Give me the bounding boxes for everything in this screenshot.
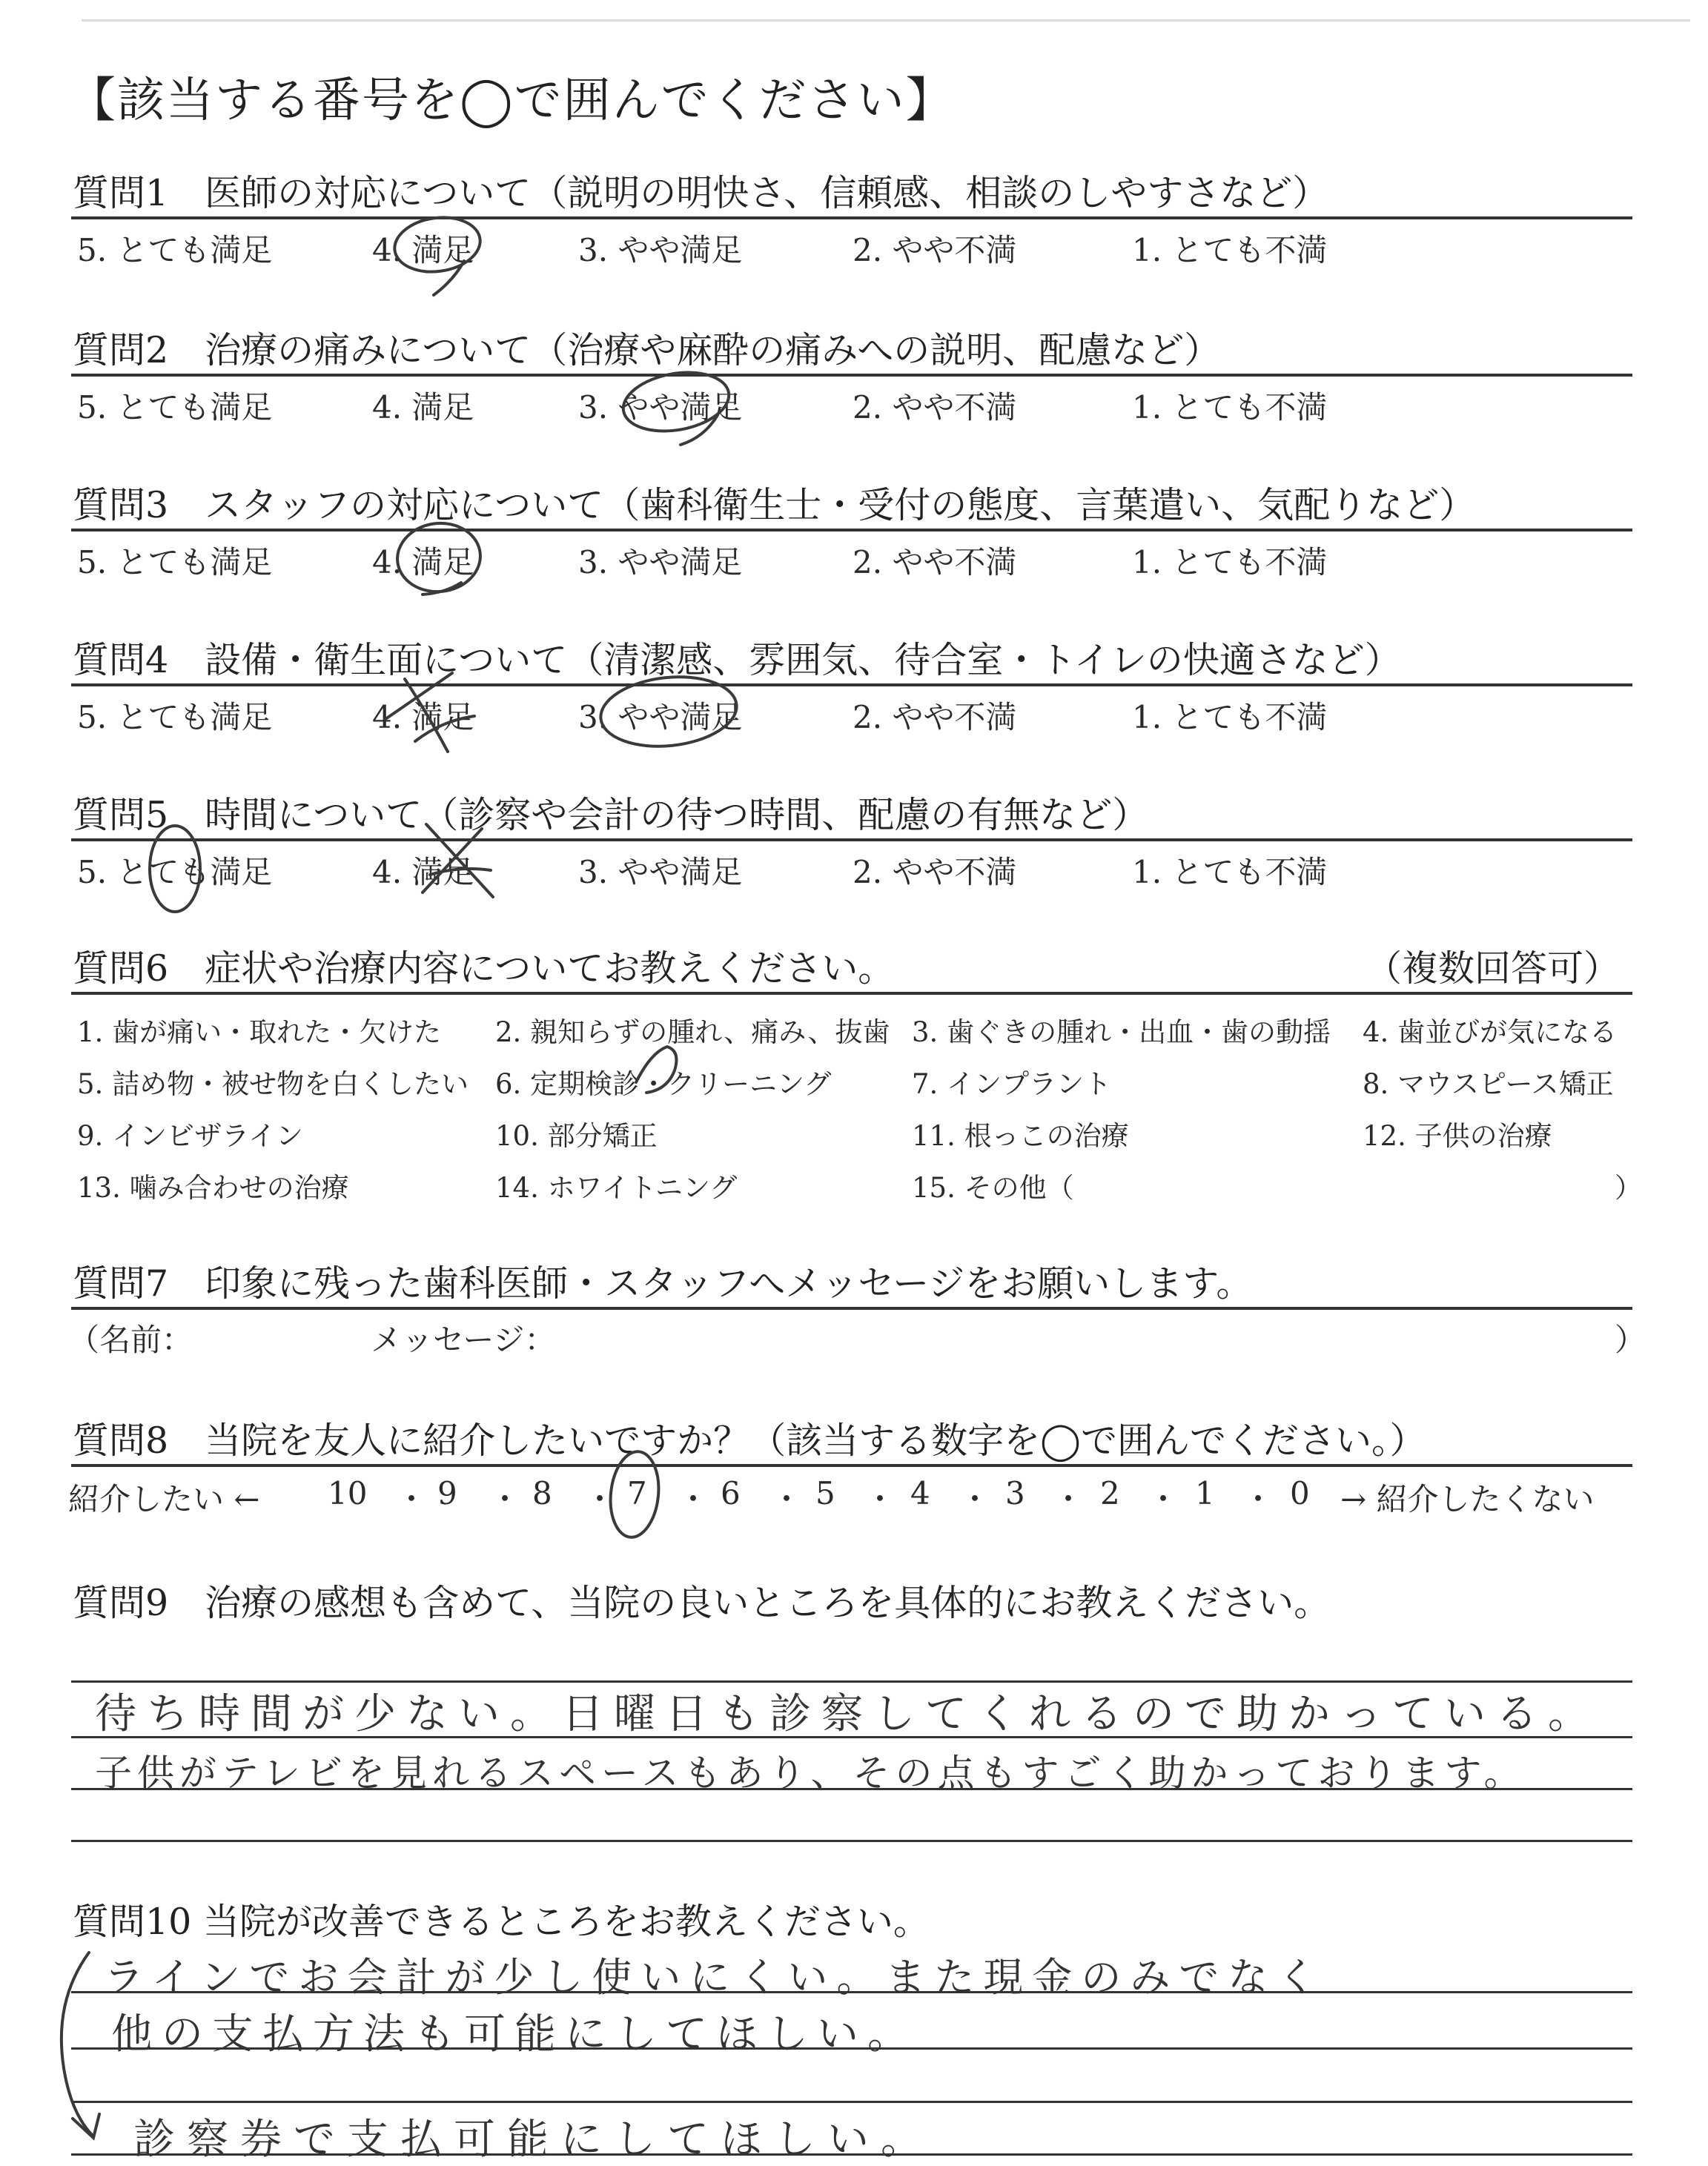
q10-answer-line-2: 他の支払方法も可能にしてほしい。 (111, 2010, 918, 2059)
q2-option-3[interactable]: 3. やや満足 (578, 389, 743, 425)
q4-option-3[interactable]: 3. やや満足 (578, 699, 743, 735)
q9-answer-line-2: 子供がテレビを見れるスペースもあり、その点もすごく助かっております。 (95, 1752, 1526, 1795)
q4-option-1[interactable]: 1. とても不満 (1132, 699, 1328, 735)
q8-score-7[interactable]: 7 (627, 1475, 647, 1511)
q3-option-4[interactable]: 4. 満足 (372, 544, 474, 580)
q8-dot-9: ・ (1148, 1481, 1179, 1517)
question-1-title: 質問1 医師の対応について（説明の明快さ、信頼感、相談のしやすさなど） (73, 172, 1329, 214)
q6-item-9[interactable]: 9. インビザライン (77, 1120, 303, 1152)
q8-score-4[interactable]: 4 (910, 1475, 930, 1511)
q8-score-2[interactable]: 2 (1100, 1475, 1120, 1511)
q2-option-4[interactable]: 4. 満足 (372, 389, 474, 425)
question-3-rule (71, 529, 1632, 531)
q10-arrow-line (62, 1953, 93, 2136)
q6-item-15[interactable]: 15. その他（ (912, 1172, 1074, 1204)
q8-dot-6: ・ (864, 1481, 896, 1517)
q6-item-12[interactable]: 12. 子供の治療 (1363, 1120, 1552, 1152)
q3-option-3[interactable]: 3. やや満足 (578, 544, 743, 580)
q8-dot-2: ・ (489, 1481, 521, 1517)
q8-score-10[interactable]: 10 (328, 1475, 368, 1511)
q6-item-2[interactable]: 2. 親知らずの腫れ、痛み、抜歯 (495, 1016, 890, 1048)
q8-dot-1: ・ (396, 1481, 428, 1517)
q6-item-7[interactable]: 7. インプラント (912, 1068, 1112, 1100)
q8-score-3[interactable]: 3 (1005, 1475, 1025, 1511)
q8-dot-7: ・ (959, 1481, 991, 1517)
q8-score-0[interactable]: 0 (1290, 1475, 1310, 1511)
q6-item-8[interactable]: 8. マウスピース矯正 (1363, 1068, 1614, 1100)
q7-message-label: メッセージ： (371, 1322, 556, 1358)
q7-close-paren: ） (1615, 1322, 1646, 1358)
question-10-title: 質問10 当院が改善できるところをお教えください。 (73, 1901, 930, 1943)
q6-item-6[interactable]: 6. 定期検診・クリーニング (495, 1068, 832, 1100)
q8-score-5[interactable]: 5 (815, 1475, 835, 1511)
q6-item-4[interactable]: 4. 歯並びが気になる (1363, 1016, 1618, 1048)
q5-option-2[interactable]: 2. やや不満 (853, 854, 1017, 890)
q8-left-label: 紹介したい ← (68, 1481, 260, 1517)
question-3-title: 質問3 スタッフの対応について（歯科衛生士・受付の態度、言葉遣い、気配りなど） (73, 484, 1476, 526)
question-5-title: 質問5 時間について（診察や会計の待つ時間、配慮の有無など） (73, 794, 1149, 836)
q8-right-label: → 紹介したくない (1340, 1481, 1595, 1517)
q10-answer-line-3: 診察券で支払可能にしてほしい。 (133, 2116, 934, 2164)
q8-score-8[interactable]: 8 (532, 1475, 552, 1511)
question-8-title: 質問8 当院を友人に紹介したいですか？（該当する数字を◯で囲んでください。） (73, 1420, 1426, 1462)
q8-score-6[interactable]: 6 (721, 1475, 741, 1511)
q2-option-5[interactable]: 5. とても満足 (77, 389, 273, 425)
question-2-title: 質問2 治療の痛みについて（治療や麻酔の痛みへの説明、配慮など） (73, 329, 1221, 371)
q8-score-1[interactable]: 1 (1195, 1475, 1215, 1511)
question-6-rule (71, 992, 1632, 995)
q8-dot-3: ・ (584, 1481, 616, 1517)
question-7-rule (71, 1307, 1632, 1310)
q1-option-3[interactable]: 3. やや満足 (578, 232, 743, 268)
q8-dot-5: ・ (771, 1481, 803, 1517)
q6-item-11[interactable]: 11. 根っこの治療 (912, 1120, 1129, 1152)
q4-option-2[interactable]: 2. やや不満 (853, 699, 1017, 735)
q3-option-5[interactable]: 5. とても満足 (77, 544, 273, 580)
q8-dot-4: ・ (678, 1481, 709, 1517)
page-title: 【該当する番号を◯で囲んでください】 (68, 73, 955, 128)
q2-option-2[interactable]: 2. やや不満 (853, 389, 1017, 425)
q4-option-4[interactable]: 4. 満足 (372, 699, 474, 735)
q3-selection-tail (423, 583, 461, 595)
scan-top-edge (82, 19, 1690, 21)
q6-item-14[interactable]: 14. ホワイトニング (495, 1172, 738, 1204)
q9-answer-line-1: 待ち時間が少ない。日曜日も診察してくれるので助かっている。 (95, 1690, 1600, 1738)
q10-answer-rule-3 (71, 2101, 1632, 2103)
q2-option-1[interactable]: 1. とても不満 (1132, 389, 1328, 425)
question-4-title: 質問4 設備・衛生面について（清潔感、雰囲気、待合室・トイレの快適さなど） (73, 639, 1401, 681)
q6-item-5[interactable]: 5. 詰め物・被せ物を白くしたい (77, 1068, 469, 1100)
q4-option-5[interactable]: 5. とても満足 (77, 699, 273, 735)
q1-option-4[interactable]: 4. 満足 (372, 232, 474, 268)
q6-item-10[interactable]: 10. 部分矯正 (495, 1120, 658, 1152)
q5-option-1[interactable]: 1. とても不満 (1132, 854, 1328, 890)
question-5-rule (71, 838, 1632, 841)
question-2-rule (71, 374, 1632, 377)
q5-option-4[interactable]: 4. 満足 (372, 854, 474, 890)
q6-item-3[interactable]: 3. 歯ぐきの腫れ・出血・歯の動揺 (912, 1016, 1331, 1048)
q1-option-2[interactable]: 2. やや不満 (853, 232, 1017, 268)
q9-answer-rule-4 (71, 1840, 1632, 1842)
q1-option-1[interactable]: 1. とても不満 (1132, 232, 1328, 268)
q10-arrow-head (73, 2114, 99, 2138)
question-4-rule (71, 683, 1632, 686)
question-6-title: 質問6 症状や治療内容についてお教えください。 (73, 947, 895, 990)
q5-option-5[interactable]: 5. とても満足 (77, 854, 273, 890)
q3-option-2[interactable]: 2. やや不満 (853, 544, 1017, 580)
q3-option-1[interactable]: 1. とても不満 (1132, 544, 1328, 580)
q6-item-1[interactable]: 1. 歯が痛い・取れた・欠けた (77, 1016, 442, 1048)
q8-score-9[interactable]: 9 (437, 1475, 457, 1511)
q6-item-15-close: ） (1615, 1172, 1642, 1204)
q8-dot-8: ・ (1053, 1481, 1085, 1517)
q6-item-13[interactable]: 13. 噛み合わせの治療 (77, 1172, 349, 1204)
question-8-rule (71, 1464, 1632, 1467)
q5-option-3[interactable]: 3. やや満足 (578, 854, 743, 890)
question-1-rule (71, 216, 1632, 219)
q1-option-5[interactable]: 5. とても満足 (77, 232, 273, 268)
q10-answer-line-1: ラインでお会計が少し使いにくい。また現金のみでなく (104, 1954, 1326, 2001)
question-6-note: （複数回答可） (1366, 947, 1621, 990)
question-7-title: 質問7 印象に残った歯科医師・スタッフへメッセージをお願いします。 (73, 1262, 1253, 1305)
q7-name-label: （名前： (68, 1322, 193, 1358)
q8-dot-10: ・ (1242, 1481, 1274, 1517)
question-9-title: 質問9 治療の感想も含めて、当院の良いところを具体的にお教えください。 (73, 1582, 1331, 1624)
